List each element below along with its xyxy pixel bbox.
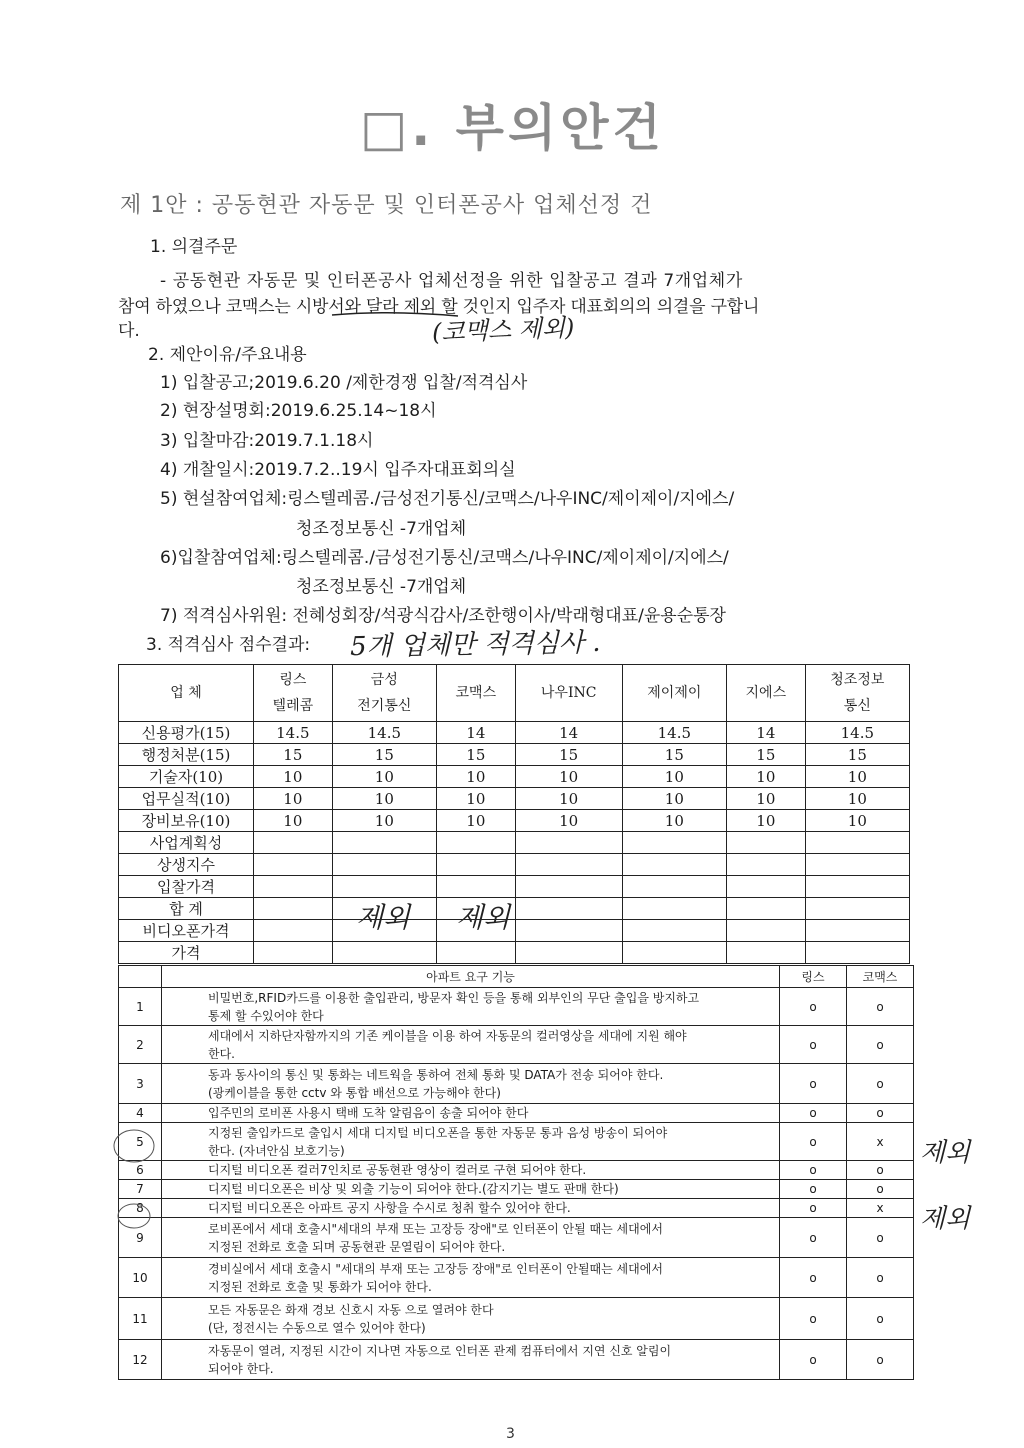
requirement-row bbox=[119, 1218, 914, 1258]
handwritten-side-note-8: 제외 bbox=[920, 1204, 971, 1234]
score-cell bbox=[805, 832, 909, 854]
company-header-6 bbox=[726, 665, 805, 722]
requirement-line: 자동문이 열려, 지정된 시간이 지나면 자동으로 인터폰 관제 컴퓨터에서 지연 신호 알림이 bbox=[208, 1343, 672, 1358]
requirement-number: 4 bbox=[119, 1104, 162, 1123]
score-cell bbox=[332, 854, 436, 876]
requirement-commax-mark: o bbox=[847, 1218, 914, 1258]
requirement-line: 디지털 비디오폰은 아파트 공지 사항을 수시로 청취 할수 있어야 한다. bbox=[208, 1201, 571, 1215]
requirement-line: 한다. bbox=[208, 1046, 235, 1061]
page-title: □. 부의안건 bbox=[360, 99, 665, 157]
requirement-line: 한다. (자녀안심 보호기능) bbox=[208, 1143, 345, 1158]
company-name-line1: 금성 bbox=[370, 672, 398, 688]
score-row bbox=[119, 898, 910, 920]
score-row bbox=[119, 766, 910, 788]
score-cell: 15 bbox=[254, 744, 333, 766]
score-row bbox=[119, 920, 910, 942]
requirement-number: 8 bbox=[119, 1199, 162, 1218]
requirement-commax-mark: o bbox=[847, 988, 914, 1026]
requirement-commax-mark: x bbox=[847, 1123, 914, 1161]
reason-item-6-cont: 청조정보통신 -7개업체 bbox=[296, 577, 467, 597]
requirement-commax-mark: o bbox=[847, 1340, 914, 1380]
requirement-links-mark: o bbox=[780, 1199, 847, 1218]
score-cell: 14.5 bbox=[805, 722, 909, 744]
score-cell: 10 bbox=[436, 788, 515, 810]
handwritten-exclusion-note: (코맥스 제외) bbox=[431, 313, 575, 347]
requirement-description bbox=[162, 1161, 780, 1180]
score-cell: 10 bbox=[622, 810, 726, 832]
score-cell bbox=[805, 898, 909, 920]
score-result-heading: 3. 적격심사 점수결과: bbox=[146, 635, 311, 655]
score-cell bbox=[515, 898, 622, 920]
requirements-table bbox=[118, 965, 914, 1380]
handwritten-exclusion-mark-1: 제외 bbox=[356, 901, 411, 934]
requirement-row bbox=[119, 1298, 914, 1340]
requirement-line: 디지털 비디오폰은 비상 및 외출 기능이 되어야 한다.(감지기는 별도 판매 한다) bbox=[208, 1182, 619, 1196]
company-header-5 bbox=[622, 665, 726, 722]
company-name-line1: 청조정보 bbox=[830, 672, 885, 688]
score-cell bbox=[805, 876, 909, 898]
score-cell bbox=[332, 876, 436, 898]
reasons-heading: 2. 제안이유/주요내용 bbox=[148, 345, 307, 365]
score-cell: 10 bbox=[332, 788, 436, 810]
requirement-description bbox=[162, 1298, 780, 1340]
requirement-row bbox=[119, 1104, 914, 1123]
requirement-description bbox=[162, 1104, 780, 1123]
score-cell bbox=[622, 942, 726, 964]
company-name-line2: 통신 bbox=[843, 698, 871, 714]
company-header-4 bbox=[515, 665, 622, 722]
requirement-number: 12 bbox=[119, 1340, 162, 1380]
company-header-3 bbox=[436, 665, 515, 722]
requirement-line: 지정된 출입카드로 출입시 세대 디지털 비디오폰을 통한 자동문 통과 음성 방송이 되어야 bbox=[208, 1125, 668, 1140]
company-name-line2: 전기통신 bbox=[357, 698, 412, 714]
requirement-commax-mark: o bbox=[847, 1258, 914, 1298]
requirement-number: 7 bbox=[119, 1180, 162, 1199]
score-cell: 14 bbox=[436, 722, 515, 744]
requirement-line: 비밀번호,RFID카드를 이용한 출입관리, 방문자 확인 등을 통해 외부인의 무단 출입을 방지하고 bbox=[208, 990, 700, 1005]
resolution-line-3: 다. bbox=[118, 321, 140, 341]
score-row-label: 비디오폰가격 bbox=[119, 920, 254, 942]
req-header-title: 아파트 요구 기능 bbox=[162, 966, 780, 988]
requirement-commax-mark: o bbox=[847, 1161, 914, 1180]
score-row-label: 신용평가(15) bbox=[119, 722, 254, 744]
score-cell: 10 bbox=[622, 766, 726, 788]
requirement-number: 1 bbox=[119, 988, 162, 1026]
company-name-line1: 링스 bbox=[279, 672, 307, 688]
company-name-line1: 지에스 bbox=[745, 685, 787, 701]
score-cell: 15 bbox=[805, 744, 909, 766]
requirement-description bbox=[162, 1340, 780, 1380]
requirement-links-mark: o bbox=[780, 1298, 847, 1340]
score-row bbox=[119, 942, 910, 964]
score-cell: 10 bbox=[436, 766, 515, 788]
score-cell: 10 bbox=[254, 810, 333, 832]
score-cell bbox=[254, 854, 333, 876]
score-row-label: 입찰가격 bbox=[119, 876, 254, 898]
score-row-label: 업무실적(10) bbox=[119, 788, 254, 810]
score-row bbox=[119, 854, 910, 876]
requirement-line: 통제 할 수있어야 한다 bbox=[208, 1008, 324, 1023]
score-cell bbox=[515, 920, 622, 942]
score-cell: 15 bbox=[726, 744, 805, 766]
score-cell bbox=[805, 854, 909, 876]
score-row-label: 행정처분(15) bbox=[119, 744, 254, 766]
score-cell bbox=[254, 876, 333, 898]
requirement-line: (광케이블을 통한 cctv 와 통합 배선으로 가능해야 한다) bbox=[208, 1085, 501, 1100]
requirement-commax-mark: o bbox=[847, 1104, 914, 1123]
requirement-line: (단, 정전시는 수동으로 열수 있어야 한다) bbox=[208, 1320, 426, 1335]
score-cell bbox=[726, 854, 805, 876]
requirement-links-mark: o bbox=[780, 1180, 847, 1199]
score-row-label: 가격 bbox=[119, 942, 254, 964]
score-cell bbox=[515, 832, 622, 854]
requirement-commax-mark: o bbox=[847, 1026, 914, 1064]
score-row-label: 사업계획성 bbox=[119, 832, 254, 854]
requirement-row bbox=[119, 1026, 914, 1064]
score-row bbox=[119, 744, 910, 766]
requirement-line: 세대에서 지하단자함까지의 기존 케이블을 이용 하여 자동문의 컬러영상을 세대에 지원 해야 bbox=[208, 1028, 687, 1043]
score-cell: 14 bbox=[726, 722, 805, 744]
score-cell: 10 bbox=[254, 766, 333, 788]
score-cell: 10 bbox=[332, 810, 436, 832]
requirement-row bbox=[119, 1180, 914, 1199]
requirement-description bbox=[162, 1258, 780, 1298]
company-header-7 bbox=[805, 665, 909, 722]
score-cell bbox=[805, 942, 909, 964]
score-cell bbox=[726, 942, 805, 964]
score-cell bbox=[436, 876, 515, 898]
reason-item-2: 2) 현장설명회:2019.6.25.14~18시 bbox=[160, 401, 437, 421]
requirement-line: 모든 자동문은 화재 경보 신호시 자동 으로 열려야 한다 bbox=[208, 1302, 494, 1317]
requirement-description bbox=[162, 1026, 780, 1064]
requirement-description bbox=[162, 1180, 780, 1199]
requirement-number: 11 bbox=[119, 1298, 162, 1340]
requirement-number: 3 bbox=[119, 1064, 162, 1104]
req-header-links: 링스 bbox=[780, 966, 847, 988]
score-row bbox=[119, 876, 910, 898]
reason-item-4: 4) 개찰일시:2019.7.2..19시 입주자대표회의실 bbox=[160, 460, 516, 480]
page-number: 3 bbox=[506, 1426, 515, 1442]
company-name-line1: 나우INC bbox=[540, 685, 597, 701]
score-cell bbox=[515, 854, 622, 876]
score-row bbox=[119, 722, 910, 744]
handwritten-exclusion-mark-2: 제외 bbox=[456, 901, 511, 934]
reason-item-7: 7) 적격심사위원: 전혜성회장/석광식감사/조한행이사/박래형대표/윤용순통장 bbox=[160, 606, 726, 626]
requirement-row bbox=[119, 1123, 914, 1161]
requirement-links-mark: o bbox=[780, 1161, 847, 1180]
score-cell bbox=[726, 898, 805, 920]
requirement-commax-mark: x bbox=[847, 1199, 914, 1218]
agenda-title: 제 1안 : 공동현관 자동문 및 인터폰공사 업체선정 건 bbox=[120, 193, 653, 218]
requirement-links-mark: o bbox=[780, 1258, 847, 1298]
resolution-line-2: 참여 하였으나 코맥스는 시방서와 달라 제외 할 것인지 입주자 대표회의의 의결을 구합니 bbox=[118, 297, 760, 317]
company-header-label: 업 체 bbox=[119, 665, 254, 722]
requirement-row bbox=[119, 1161, 914, 1180]
reason-item-6: 6)입찰참여업체:링스텔레콤./금성전기통신/코맥스/나우INC/제이제이/지에스/ bbox=[160, 548, 729, 568]
score-cell: 10 bbox=[726, 766, 805, 788]
company-header-1 bbox=[254, 665, 333, 722]
requirement-line: 로비폰에서 세대 호출시"세대의 부재 또는 고장등 장애"로 인터폰이 안될 때는 세대에서 bbox=[208, 1221, 663, 1236]
score-cell bbox=[332, 942, 436, 964]
score-cell: 10 bbox=[805, 766, 909, 788]
reason-item-1: 1) 입찰공고;2019.6.20 /제한경쟁 입찰/적격심사 bbox=[160, 373, 528, 393]
requirement-commax-mark: o bbox=[847, 1064, 914, 1104]
requirement-commax-mark: o bbox=[847, 1180, 914, 1199]
requirement-row bbox=[119, 1199, 914, 1218]
requirement-commax-mark: o bbox=[847, 1298, 914, 1340]
score-cell bbox=[805, 920, 909, 942]
reason-item-5: 5) 현설참여업체:링스텔레콤./금성전기통신/코맥스/나우INC/제이제이/지에스/ bbox=[160, 489, 735, 509]
score-cell: 10 bbox=[436, 810, 515, 832]
req-header-number bbox=[119, 966, 162, 988]
resolution-line-1: - 공동현관 자동문 및 인터폰공사 업체선정을 위한 입찰공고 결과 7개업체가 bbox=[160, 271, 743, 291]
score-row-label: 기술자(10) bbox=[119, 766, 254, 788]
requirement-description bbox=[162, 1218, 780, 1258]
requirement-line: 동과 동사이의 통신 및 통화는 네트웍을 통하여 전체 통화 및 DATA가 전송 되어야 한다. bbox=[208, 1067, 664, 1082]
score-cell: 10 bbox=[515, 788, 622, 810]
score-row-label: 상생지수 bbox=[119, 854, 254, 876]
requirement-row bbox=[119, 1258, 914, 1298]
score-cell: 10 bbox=[622, 788, 726, 810]
requirement-row bbox=[119, 1340, 914, 1380]
requirement-links-mark: o bbox=[780, 1218, 847, 1258]
requirement-number: 2 bbox=[119, 1026, 162, 1064]
score-cell: 10 bbox=[726, 788, 805, 810]
handwritten-score-note: 5개 업체만 적격심사 . bbox=[349, 627, 601, 663]
score-cell bbox=[332, 832, 436, 854]
requirement-row bbox=[119, 1064, 914, 1104]
requirement-links-mark: o bbox=[780, 1340, 847, 1380]
score-cell bbox=[436, 832, 515, 854]
score-row bbox=[119, 788, 910, 810]
score-cell bbox=[622, 854, 726, 876]
resolution-heading: 1. 의결주문 bbox=[150, 237, 238, 257]
requirement-number: 9 bbox=[119, 1218, 162, 1258]
score-cell bbox=[436, 942, 515, 964]
requirement-description bbox=[162, 1064, 780, 1104]
score-table bbox=[118, 664, 910, 964]
score-cell: 10 bbox=[805, 810, 909, 832]
score-cell: 10 bbox=[332, 766, 436, 788]
requirement-line: 경비실에서 세대 호출시 "세대의 부재 또는 고장등 장애"로 인터폰이 안될때는 세대에서 bbox=[208, 1261, 663, 1276]
requirement-description bbox=[162, 988, 780, 1026]
score-cell bbox=[622, 898, 726, 920]
score-cell: 10 bbox=[515, 810, 622, 832]
requirement-links-mark: o bbox=[780, 1064, 847, 1104]
score-cell bbox=[622, 920, 726, 942]
score-row-label: 장비보유(10) bbox=[119, 810, 254, 832]
company-name-line2: 텔레콤 bbox=[272, 698, 314, 714]
score-cell: 14.5 bbox=[332, 722, 436, 744]
requirement-links-mark: o bbox=[780, 1104, 847, 1123]
company-header-2 bbox=[332, 665, 436, 722]
score-cell bbox=[515, 942, 622, 964]
score-cell bbox=[515, 876, 622, 898]
score-cell bbox=[622, 832, 726, 854]
score-row bbox=[119, 810, 910, 832]
company-name-line1: 코맥스 bbox=[455, 685, 497, 701]
requirement-description bbox=[162, 1199, 780, 1218]
score-cell: 10 bbox=[515, 766, 622, 788]
score-cell: 14 bbox=[515, 722, 622, 744]
score-row bbox=[119, 832, 910, 854]
requirement-links-mark: o bbox=[780, 988, 847, 1026]
requirements-header-row bbox=[119, 966, 914, 988]
score-table-header-row bbox=[119, 665, 910, 722]
score-cell: 14.5 bbox=[254, 722, 333, 744]
requirement-line: 지정된 전화로 호출 되며 공동현관 문열림이 되어야 한다. bbox=[208, 1239, 506, 1254]
score-cell bbox=[436, 854, 515, 876]
req-header-commax: 코맥스 bbox=[847, 966, 914, 988]
score-cell: 10 bbox=[254, 788, 333, 810]
score-cell: 10 bbox=[726, 810, 805, 832]
score-row-label: 합 계 bbox=[119, 898, 254, 920]
score-cell: 15 bbox=[515, 744, 622, 766]
score-cell: 15 bbox=[622, 744, 726, 766]
score-cell bbox=[254, 898, 333, 920]
score-cell bbox=[726, 920, 805, 942]
score-cell: 15 bbox=[332, 744, 436, 766]
score-cell bbox=[726, 876, 805, 898]
requirement-number: 6 bbox=[119, 1161, 162, 1180]
score-cell: 14.5 bbox=[622, 722, 726, 744]
requirement-row bbox=[119, 988, 914, 1026]
requirement-links-mark: o bbox=[780, 1123, 847, 1161]
requirement-line: 되어야 한다. bbox=[208, 1361, 274, 1376]
requirement-description bbox=[162, 1123, 780, 1161]
score-cell: 10 bbox=[805, 788, 909, 810]
requirement-line: 디지털 비디오폰 컬러7인치로 공동현관 영상이 컬러로 구현 되어야 한다. bbox=[208, 1163, 587, 1177]
score-cell bbox=[254, 832, 333, 854]
score-cell: 15 bbox=[436, 744, 515, 766]
requirement-links-mark: o bbox=[780, 1026, 847, 1064]
requirement-number: 10 bbox=[119, 1258, 162, 1298]
requirement-number: 5 bbox=[119, 1123, 162, 1161]
reason-item-5-cont: 청조정보통신 -7개업체 bbox=[296, 519, 467, 539]
handwritten-circles bbox=[112, 1124, 162, 1234]
company-name-line1: 제이제이 bbox=[647, 685, 702, 701]
requirement-line: 입주민의 로비폰 사용시 택배 도착 알림음이 송출 되어야 한다 bbox=[208, 1106, 529, 1120]
score-cell bbox=[726, 832, 805, 854]
requirement-line: 지정된 전화로 호출 및 통화가 되어야 한다. bbox=[208, 1279, 432, 1294]
handwritten-side-note-5: 제외 bbox=[920, 1138, 971, 1168]
reason-item-3: 3) 입찰마감:2019.7.1.18시 bbox=[160, 431, 374, 451]
score-cell bbox=[254, 942, 333, 964]
score-cell bbox=[622, 876, 726, 898]
score-cell bbox=[254, 920, 333, 942]
